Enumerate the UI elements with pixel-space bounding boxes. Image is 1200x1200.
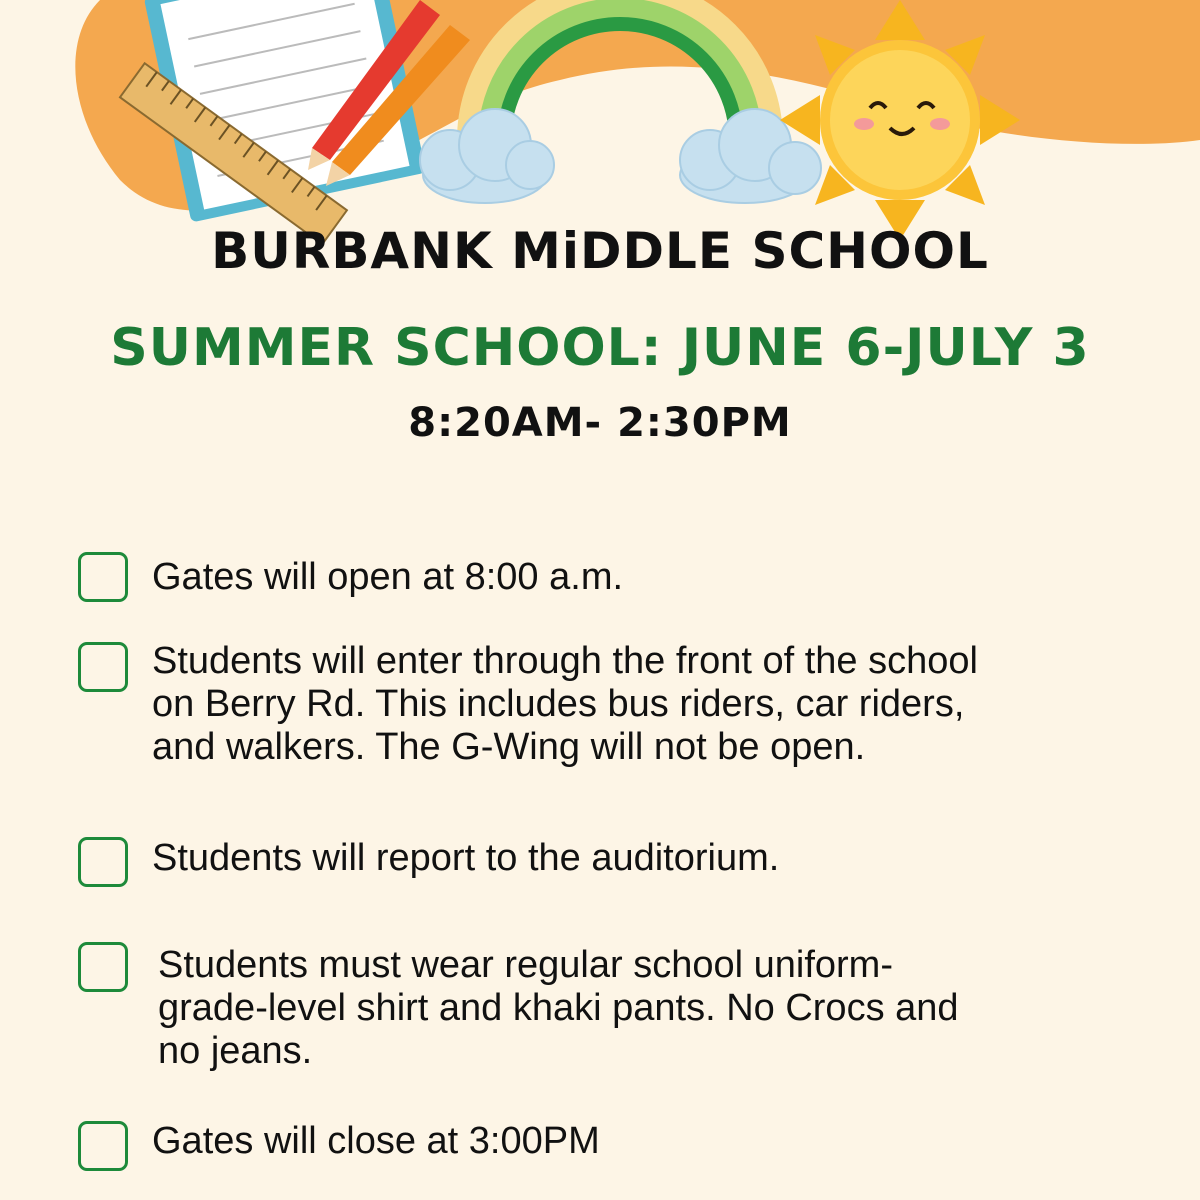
checkbox-icon [78, 552, 128, 602]
session-dates: SUMMER SCHOOL: JUNE 6-JULY 3 [110, 318, 1090, 378]
checklist-item-text: Gates will close at 3:00PM [152, 1120, 600, 1162]
checklist-item-text: Students must wear regular school uniform- grade-level shirt and khaki pants. No Crocs and no jeans. [158, 944, 959, 1072]
checkbox-icon [78, 837, 128, 887]
checklist-item-text: Students will report to the auditorium. [152, 837, 780, 879]
checklist-item-text: Students will enter through the front of the school on Berry Rd. This includes bus riders, car riders, and walkers. The G-Wing will not be open. [152, 640, 978, 768]
checkbox-icon [78, 1121, 128, 1171]
checkbox-icon [78, 942, 128, 992]
school-name: BURBANK MiDDLE SCHOOL [211, 222, 989, 280]
checkbox-icon [78, 642, 128, 692]
checklist-item-text: Gates will open at 8:00 a.m. [152, 556, 624, 598]
school-hours: 8:20AM- 2:30PM [408, 400, 792, 446]
sun-icon [780, 0, 1020, 240]
